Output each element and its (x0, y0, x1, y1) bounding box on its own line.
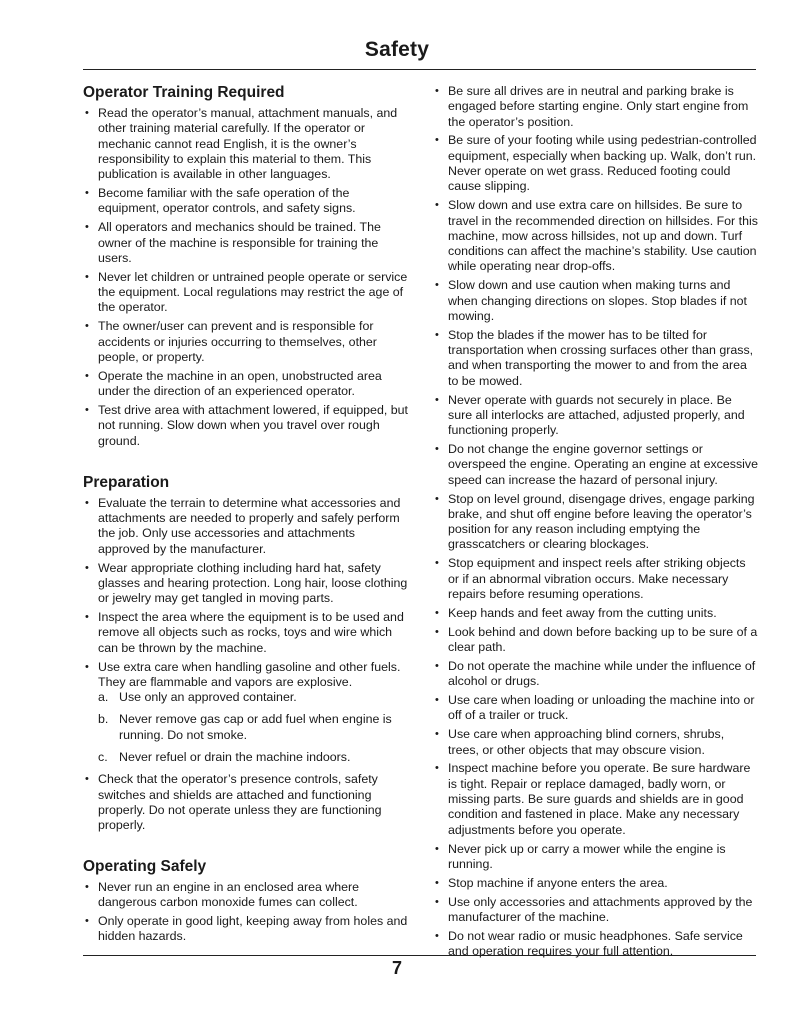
list-item-text: Never operate with guards not securely in place. Be sure all interlocks are attached, adjusted properly, and functioning properly. (448, 392, 745, 438)
bullet: • (435, 557, 439, 570)
operating-safely-continued-list (433, 84, 758, 959)
operator-training-list (83, 106, 408, 449)
sub-list-letter: b. (98, 712, 109, 727)
left-column (83, 84, 408, 948)
section-heading-operating-safely: Operating Safely (83, 857, 207, 875)
bullet: • (435, 606, 439, 619)
bullet: • (85, 270, 89, 283)
list-item (83, 772, 408, 833)
footer-rule (83, 955, 756, 956)
list-item (83, 660, 408, 766)
list-item (83, 186, 408, 217)
list-item-text: Do not change the engine governor settings or overspeed the engine. Operating an engine at excessive speed can increase the hazard of personal injury. (448, 442, 758, 487)
sub-list-item (98, 750, 408, 765)
bullet: • (435, 393, 439, 406)
preparation-list (83, 496, 408, 834)
list-item-text: Test drive area with attachment lowered, if equipped, but not running. Slow down when you travel over rough ground. (98, 402, 408, 448)
list-item (83, 496, 408, 557)
section-heading-preparation: Preparation (83, 473, 170, 491)
sub-list-item (98, 690, 408, 705)
list-item (83, 880, 408, 911)
list-item (433, 895, 758, 926)
bullet: • (85, 880, 89, 893)
bullet: • (435, 85, 439, 97)
list-item-text: Use extra care when handling gasoline and other fuels. They are flammable and vapors are explosive. (98, 659, 401, 689)
list-item (433, 842, 758, 873)
bullet: • (435, 895, 439, 908)
list-item-text: Check that the operator’s presence controls, safety switches and shields are attached and functioning properly. Do not operate unless they are functioning properly. (98, 772, 382, 833)
operating-safely-list (83, 880, 408, 945)
list-item-text: Never let children or untrained people operate or service the equipment. Local regulations may restrict the age of the operator. (98, 269, 408, 315)
list-item-text: Be sure of your footing while using pedestrian-controlled equipment, especially when backing up. Walk, don’t run. Never operate on wet grass. Reduced footing could cause slipping. (448, 133, 757, 194)
list-item-text: Be sure all drives are in neutral and parking brake is engaged before starting engine. Only start engine from the operator’s position. (448, 84, 749, 129)
list-item-text: Use care when loading or unloading the machine into or off of a trailer or truck. (448, 693, 755, 723)
page-title: Safety (364, 38, 430, 61)
list-item (433, 659, 758, 690)
list-item (83, 610, 408, 656)
bullet: • (435, 694, 439, 707)
list-item (83, 914, 408, 945)
bullet: • (435, 842, 439, 855)
list-item (433, 393, 758, 439)
list-item-text: Use only accessories and attachments approved by the manufacturer of the machine. (448, 894, 753, 924)
bullet: • (435, 134, 439, 147)
list-item (83, 270, 408, 316)
list-item (433, 492, 758, 553)
bullet: • (435, 279, 439, 292)
right-column (433, 84, 758, 963)
list-item-text: Operate the machine in an open, unobstructed area under the direction of an experienced operator. (98, 368, 382, 399)
list-item (433, 625, 758, 656)
list-item-text: Inspect machine before you operate. Be sure hardware is tight. Repair or replace damaged, badly worn, or missing parts. Be sure guards and shields are in good condition and fastened in place. Make any necessary adjustments before you operate. (448, 761, 751, 837)
list-item (433, 328, 758, 389)
bullet: • (435, 443, 439, 456)
list-item (83, 319, 408, 365)
header-rule (83, 69, 756, 70)
bullet: • (435, 728, 439, 741)
list-item-text: Inspect the area where the equipment is to be used and remove all objects such as rocks, toys and wire which can be thrown by the machine. (98, 610, 404, 655)
list-item-text: The owner/user can prevent and is responsible for accidents or injuries occurring to themselves, other people, or property. (98, 319, 377, 364)
list-item (433, 556, 758, 602)
bullet: • (85, 221, 89, 234)
list-item (433, 876, 758, 891)
bullet: • (85, 403, 89, 416)
list-item (433, 693, 758, 724)
list-item (433, 133, 758, 194)
list-item-text: Become familiar with the safe operation of the equipment, operator controls, and safety signs. (98, 186, 356, 216)
list-item-text: Evaluate the terrain to determine what accessories and attachments are needed to properly and safely perform the job. Only use accessories and attachments approved by the manufacturer. (98, 495, 401, 556)
list-item-text: Read the operator’s manual, attachment manuals, and other training material carefully. If the operator or mechanic cannot read English, it is the owner’s responsibility to explain this material to them. This publication is available in other languages. (98, 106, 398, 182)
bullet: • (435, 762, 439, 775)
bullet: • (85, 496, 89, 509)
bullet: • (85, 773, 89, 786)
list-item-text: Never pick up or carry a mower while the engine is running. (448, 841, 726, 871)
list-item-text: Stop machine if anyone enters the area. (448, 875, 668, 890)
bullet: • (85, 660, 89, 673)
bullet: • (435, 876, 439, 889)
list-item-text: Do not operate the machine while under the influence of alcohol or drugs. (448, 658, 756, 689)
bullet: • (85, 914, 89, 927)
fuel-sublist (98, 690, 408, 765)
list-item-text: Do not wear radio or music headphones. Safe service and operation requires your full attention. (448, 928, 743, 959)
list-item (433, 606, 758, 621)
list-item (433, 727, 758, 758)
bullet: • (85, 107, 89, 119)
bullet: • (85, 561, 89, 574)
list-item-text: Keep hands and feet away from the cutting units. (448, 605, 717, 620)
list-item (433, 278, 758, 324)
bullet: • (435, 492, 439, 505)
list-item (433, 761, 758, 837)
list-item-text: Stop the blades if the mower has to be tilted for transportation when crossing surfaces other than grass, and when transporting the mower to and from the area to be mowed. (448, 327, 754, 388)
bullet: • (435, 625, 439, 638)
sub-list-text: Never refuel or drain the machine indoors. (119, 750, 351, 765)
list-item (433, 84, 758, 130)
operator-training-section (83, 84, 408, 449)
sub-list-letter: c. (98, 750, 108, 765)
list-item-text: Wear appropriate clothing including hard hat, safety glasses and hearing protection. Long hair, loose clothing or jewelry may get tangled in moving parts. (98, 560, 408, 606)
list-item-text: Never run an engine in an enclosed area where dangerous carbon monoxide fumes can collect. (98, 879, 360, 909)
sub-list-text: Never remove gas cap or add fuel when engine is running. Do not smoke. (119, 712, 392, 742)
bullet: • (435, 328, 439, 341)
bullet: • (85, 611, 89, 624)
sub-list-item (98, 712, 408, 743)
operating-safely-section (83, 858, 408, 945)
bullet: • (85, 187, 89, 200)
list-item-text: Look behind and down before backing up to be sure of a clear path. (448, 624, 758, 655)
list-item-text: Slow down and use caution when making turns and when changing directions on slopes. Stop blades if not mowing. (448, 278, 747, 323)
list-item (433, 198, 758, 274)
list-item (83, 106, 408, 182)
list-item (83, 220, 408, 266)
page-number: 7 (391, 958, 402, 978)
section-heading-operator-training: Operator Training Required (83, 84, 285, 101)
list-item (83, 561, 408, 607)
sub-list-letter: a. (98, 690, 109, 705)
list-item (83, 403, 408, 449)
list-item (83, 369, 408, 400)
list-item-text: Stop equipment and inspect reels after striking objects or if an abnormal vibration occurs. Make necessary repairs before resuming operations. (448, 556, 746, 601)
bullet: • (435, 199, 439, 212)
preparation-section (83, 474, 408, 834)
bullet: • (435, 929, 439, 942)
bullet: • (435, 659, 439, 672)
list-item-text: All operators and mechanics should be trained. The owner of the machine is responsible for training the users. (98, 220, 381, 265)
list-item-text: Slow down and use extra care on hillsides. Be sure to travel in the recommended direction on hillsides. For this machine, mow across hillsides, not up and down. Turf conditions can affect the machine’s stability. Use caution while operating near drop-offs. (448, 198, 758, 274)
list-item (433, 442, 758, 488)
list-item-text: Use care when approaching blind corners, shrubs, trees, or other objects that may obscure vision. (448, 727, 725, 757)
bullet: • (85, 369, 89, 382)
list-item-text: Only operate in good light, keeping away from holes and hidden hazards. (98, 913, 408, 943)
list-item-text: Stop on level ground, disengage drives, engage parking brake, and shut off engine before leaving the operator’s position for any reason including emptying the grasscatchers or clearing blockages. (448, 491, 755, 552)
sub-list-text: Use only an approved container. (119, 690, 297, 705)
bullet: • (85, 320, 89, 333)
